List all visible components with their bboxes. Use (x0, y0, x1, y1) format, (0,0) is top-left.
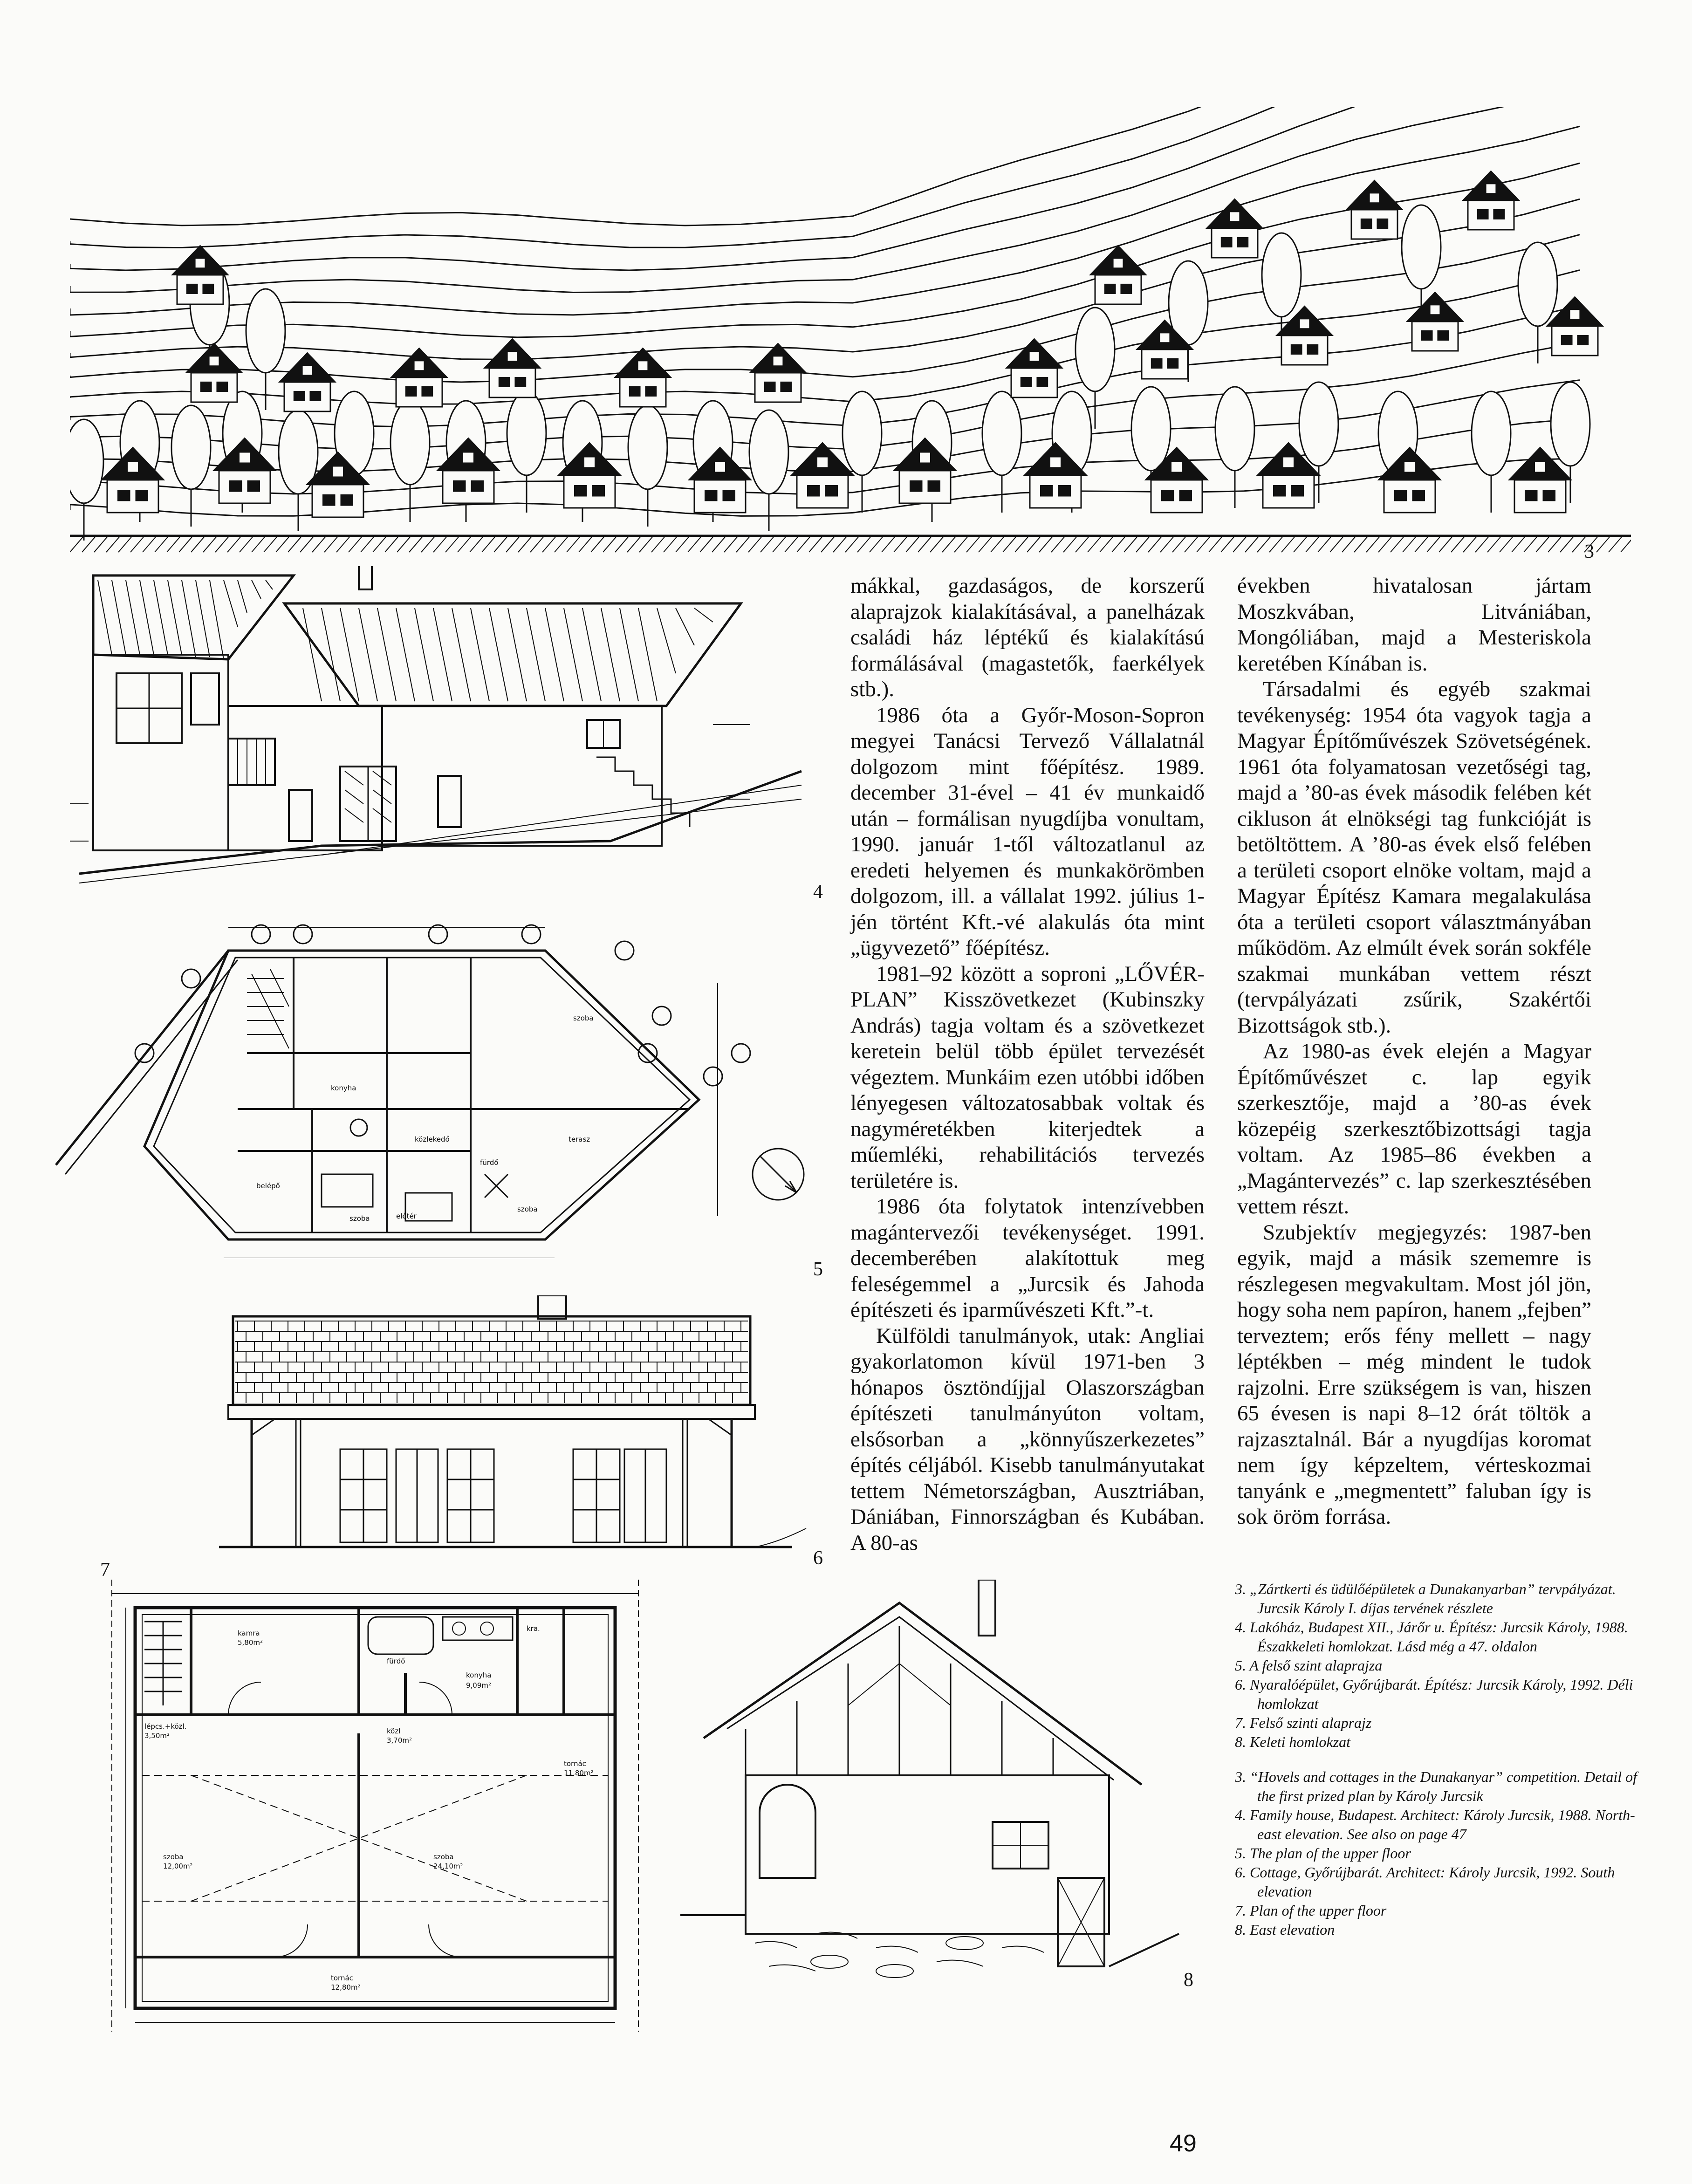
col2-paragraph-4: Szubjektív megjegyzés: 1987-ben egyik, majd a másik szememre is részlegesen megvakultam. Most jól jön, hogy soha nem papíron, hanem „fejben” terveztem; erős fény mellett – nagy léptékben – még mindent le tudok rajzolni. Erre szükségem is van, hiszen 65 évesen is napi 8–12 órát töltök a rajzasztalnál. Bár a nyugdíjas koromat nem így képzeltem, vérteskozmai tanyánk e „megmentett” faluban így is sok öröm forrása. (1237, 1220, 1591, 1529)
caption-hu-8: 8. Keleti homlokzat (1235, 1733, 1350, 1750)
col1-paragraph-5: Külföldi tanulmányok, utak: Angliai gyakorlatomon kívül 1971-ben 3 hónapos ösztöndíjjal Olaszországban építészeti tanulmányúton voltam, elsősorban a „könnyűszerkezetes” építés céljából. Kisebb tanulmányutakat tettem Németországban, Ausztriában, Dániában, Finnországban és Kubában. A 80-as (850, 1323, 1205, 1555)
plan7-label-kra: kra. (527, 1624, 540, 1633)
figure-number-8: 8 (1184, 1969, 1193, 1991)
plan7-label-szoba-left: szoba (163, 1853, 184, 1861)
col1-paragraph-4: 1986 óta folytatok intenzívebben magántervezői tevékenységet. 1991. decemberében alakítottuk meg feleségemmel a „Jurcsik és Jahoda építészeti és iparművészeti Kft.”-t. (850, 1194, 1205, 1322)
plan7-label-tornac-right-area: 11,80m² (564, 1769, 594, 1777)
page-number: 49 (1170, 2130, 1197, 2157)
col1-paragraph-2: 1986 óta a Győr-Moson-Sopron megyei Tanácsi Tervező Vállalatnál dolgozom mint főépítész. 1989. december 31-ével – 41 év munkaidő után – formálisan nyugdíjba vonultam, 1990. január 1-től változatlanul az eredeti helyemen és munkakörömben dolgozom, ill. a vállalat 1992. július 1-jén történt Kft.-vé alakulás óta mint „ügyvezető” főépítész. (850, 703, 1205, 960)
plan7-label-furdo: fürdő (387, 1657, 405, 1665)
plan5-label-eloter: előtér (396, 1212, 417, 1220)
figure-7-floor-plan (98, 1580, 652, 2036)
plan5-label-kozlekedo: közlekedő (415, 1135, 450, 1143)
plan7-label-konyha-area: 9,09m² (466, 1681, 492, 1690)
col2-paragraph-1: években hivatalosan jártam Moszkvában, Litvániában, Mongóliában, majd a Mesteriskola keretében Kínában is. (1237, 574, 1591, 676)
col2-paragraph-2: Társadalmi és egyéb szakmai tevékenység: 1954 óta vagyok tagja a Magyar Építőművészek Szövetségének. 1961 óta folyamatosan vezetőségi tag, majd a ’80-as évek második felében két cikluson át elnökségi tag funkcióját is betöltöttem. A ’80-as évek első felében a területi csoport elnöke voltam, majd a Magyar Építész Kamara megalakulása óta a területi csoport választmányában működöm. Az elmúlt évek során sokféle szakmai munkában vettem részt (tervpályázati zsűrik, Szakértői Bizottságok stb.). (1237, 677, 1591, 1038)
plan7-label-kamra-area: 5,80m² (238, 1638, 263, 1647)
figure-number-7: 7 (100, 1559, 110, 1581)
plan5-label-furdo: fürdő (480, 1158, 499, 1167)
caption-en-8: 8. East elevation (1235, 1921, 1335, 1938)
figure-number-3: 3 (1584, 541, 1594, 562)
plan7-label-szoba-left-area: 12,00m² (163, 1862, 193, 1870)
plan7-label-tornac-bottom-area: 12,80m² (331, 1983, 361, 1992)
caption-en-3: 3. “Hovels and cottages in the Dunakanyar” competition. Detail of the first prized plan by Károly Jurcsik (1235, 1768, 1637, 1804)
plan7-label-tornac-bottom: tornác (331, 1974, 353, 1982)
plan7-label-kamra: kamra (238, 1629, 260, 1637)
figure-captions (1235, 1580, 1654, 1939)
caption-en-5: 5. The plan of the upper floor (1235, 1845, 1411, 1862)
col1-paragraph-3: 1981–92 között a soproni „LŐVÉR-PLAN” Kisszövetkezet (Kubinszky András) tagja voltam és a szövetkezet keretein belül több épület tervezését végeztem. Munkáim ezen utóbbi időben lényegesen változatosabbak voltak és nagyméretékben kiterjedtek a műemléki, rehabilitációs tervezés területére is. (850, 961, 1205, 1193)
plan7-label-szoba-right: szoba (433, 1853, 454, 1861)
figure-6-south-elevation (219, 1295, 825, 1556)
plan7-label-kozl: közl (387, 1727, 401, 1735)
text-column-2 (1237, 573, 1591, 1530)
plan5-label-szoba-right: szoba (517, 1205, 538, 1213)
figure-4-elevation (61, 566, 815, 888)
plan7-label-szoba-right-area: 24,10m² (433, 1862, 463, 1870)
caption-en-7: 7. Plan of the upper floor (1235, 1902, 1387, 1919)
plan5-label-szoba-upper: szoba (573, 1014, 594, 1022)
figure-8-east-elevation (676, 1580, 1188, 1990)
plan7-label-kozl-area: 3,70m² (387, 1736, 412, 1745)
village-panorama-drawing (70, 107, 1631, 555)
figure-number-4: 4 (813, 881, 823, 903)
caption-en-4: 4. Family house, Budapest. Architect: Károly Jurcsik, 1988. North-east elevation. See also on page 47 (1235, 1807, 1635, 1842)
plan7-label-tornac-right: tornác (564, 1760, 586, 1768)
caption-hu-3: 3. „Zártkerti és üdülőépületek a Dunakanyarban” tervpályázat. Jurcsik Károly I. díjas tervének részlete (1235, 1581, 1616, 1616)
col2-paragraph-3: Az 1980-as évek elején a Magyar Építőművészet c. lap egyik szerkesztője, majd a ’80-as évek közepéig szerkesztőbizottsági tagja voltam. Az 1985–86 években a „Magántervezés” c. lap szerkesztésében vettem részt. (1237, 1039, 1591, 1219)
figure-number-6: 6 (813, 1547, 823, 1569)
caption-hu-4: 4. Lakóház, Budapest XII., Járőr u. Építész: Jurcsik Károly, 1988. Északkeleti homlokzat. Lásd még a 47. oldalon (1235, 1619, 1628, 1655)
col1-paragraph-1: mákkal, gazdaságos, de korszerű alaprajzok kialakításával, a panelházak családi ház léptékű és kialakítású formálásával (magastetők, faerkélyek stb.). (850, 574, 1205, 701)
caption-en-6: 6. Cottage, Győrújbarát. Architect: Károly Jurcsik, 1992. South elevation (1235, 1864, 1615, 1900)
figure-number-5: 5 (813, 1259, 823, 1280)
plan5-label-belepo: belépő (256, 1182, 280, 1190)
plan5-label-szoba-left: szoba (349, 1214, 370, 1223)
caption-hu-5: 5. A felső szint alaprajza (1235, 1657, 1383, 1674)
plan5-label-konyha: konyha (331, 1084, 356, 1092)
plan7-label-lepcs-area: 3,50m² (144, 1732, 170, 1740)
figure-5-floor-plan (51, 913, 825, 1258)
caption-hu-7: 7. Felső szinti alaprajz (1235, 1714, 1372, 1731)
plan7-label-lepcs: lépcs.+közl. (144, 1722, 187, 1731)
plan5-label-terasz: terasz (569, 1135, 590, 1143)
caption-hu-6: 6. Nyaralóépület, Győrújbarát. Építész: Jurcsik Károly, 1992. Déli homlokzat (1235, 1676, 1633, 1712)
figure-3-village-panorama (70, 107, 1631, 555)
text-column-1 (850, 573, 1205, 1556)
plan7-label-konyha: konyha (466, 1671, 492, 1679)
